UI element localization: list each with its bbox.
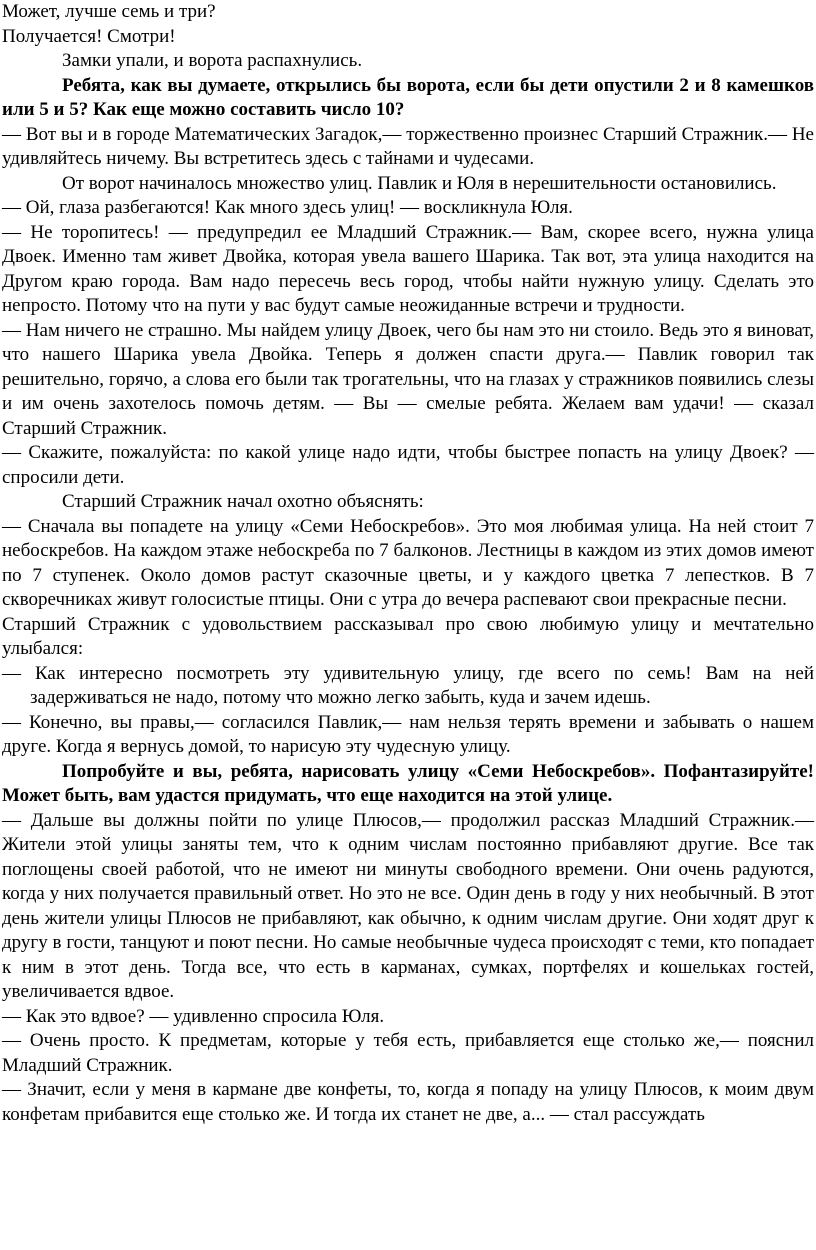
dialogue-paragraph: — Скажите, пожалуйста: по какой улице надо идти, чтобы быстрее попасть на улицу Двоек? — спросили дети. [2, 442, 814, 488]
paragraph: Старший Стражник начал охотно объяснять: [62, 491, 424, 512]
dialogue-paragraph: — Ой, глаза разбегаются! Как много здесь улиц! — воскликнула Юля. [2, 197, 573, 218]
dialogue-paragraph: — Вот вы и в городе Математических Загадок,— торжественно произнес Старший Стражник.— Не удивляйтесь ничему. Вы встретитесь здесь с тайнами и чудесами. [2, 123, 814, 169]
dialogue-paragraph: — Очень просто. К предметам, которые у тебя есть, прибавляется еще столько же,— пояснил Младший Стражник. [2, 1030, 814, 1076]
dialogue-paragraph: — Конечно, вы правы,— согласился Павлик,— нам нельзя терять времени и забывать о нашем друге. Когда я вернусь домой, то нарисую эту чудесную улицу. [2, 711, 814, 757]
dialogue-paragraph: — Нам ничего не страшно. Мы найдем улицу Двоек, чего бы нам это ни стоило. Ведь это я виноват, что нашего Шарика увела Двойка. Теперь я должен спасти друга.— Павлик говорил так решительно, горячо, а слова его были так трогательны, что на глазах у стражников появились слезы и им очень захотелось помочь детям. — Вы — смелые ребята. Желаем вам удачи! — сказал Старший Стражник. [2, 319, 814, 439]
document-page [2, 0, 814, 1127]
paragraph: Старший Стражник с удовольствием рассказывал про свою любимую улицу и мечтательно улыбался: [2, 613, 814, 659]
dialogue-paragraph: — Как интересно посмотреть эту удивительную улицу, где всего по семь! Вам на ней задерживаться не надо, потому что можно легко забыть, куда и зачем идешь. [2, 662, 814, 708]
dialogue-paragraph: — Дальше вы должны пойти по улице Плюсов,— продолжил рассказ Младший Стражник.— Жители этой улицы заняты тем, что к одним числам постоянно прибавляют другие. Все так поглощены своей работой, что не имеют ни минуты свободного времени. Они очень радуются, когда у них получается правильный ответ. Но это не все. Один день в году у них необычный. В этот день жители улицы Плюсов не прибавляют, как обычно, к одним числам другие. Они ходят друг к другу в гости, танцуют и поют песни. Но самые необычные чудеса происходят с теми, кто попадает к ним в этот день. Тогда все, что есть в карманах, сумках, портфелях и кошельках гостей, увеличивается вдвое. [2, 809, 814, 1002]
dialogue-paragraph: — Сначала вы попадете на улицу «Семи Небоскребов». Это моя любимая улица. На ней стоит 7 небоскребов. На каждом этаже небоскреба по 7 балконов. Лестницы в каждом из этих домов имеют по 7 ступенек. Около домов растут сказочные цветы, и у каждого цветка 7 лепестков. В 7 скворечниках живут голосистые птицы. Они с утра до вечера распевают свои прекрасные песни. [2, 515, 814, 610]
dialogue-paragraph: — Значит, если у меня в кармане две конфеты, то, когда я попаду на улицу Плюсов, к моим двум конфетам прибавится еще столько же. И тогда их станет не две, а... — стал рассуждать [2, 1079, 814, 1125]
paragraph: Получается! Смотри! [2, 25, 176, 47]
dialogue-paragraph: — Не торопитесь! — предупредил ее Младший Стражник.— Вам, скорее всего, нужна улица Двоек. Именно там живет Двойка, которая увела вашего Шарика. Так вот, эта улица находится на Другом краю города. Вам надо пересечь весь город, чтобы найти нужную улицу. Сделать это непросто. Потому что на пути у вас будут самые неожиданные встречи и трудности. [2, 221, 814, 316]
paragraph: Замки упали, и ворота распахнулись. [62, 50, 363, 71]
paragraph: От ворот начиналось множество улиц. Павлик и Юля в нерешительности остановились. [62, 172, 777, 194]
task-paragraph: Попробуйте и вы, ребята, нарисовать улицу «Семи Небоскребов». Пофантазируйте! Может быть, вам удастся придумать, что еще находится на этой улице. [2, 760, 814, 806]
paragraph: Может, лучше семь и три? [2, 1, 216, 22]
dialogue-paragraph: — Как это вдвое? — удивленно спросила Юля. [2, 1005, 385, 1027]
question-paragraph: Ребята, как вы думаете, открылись бы ворота, если бы дети опустили 2 и 8 камешков или 5 и 5? Как еще можно составить число 10? [2, 74, 814, 120]
